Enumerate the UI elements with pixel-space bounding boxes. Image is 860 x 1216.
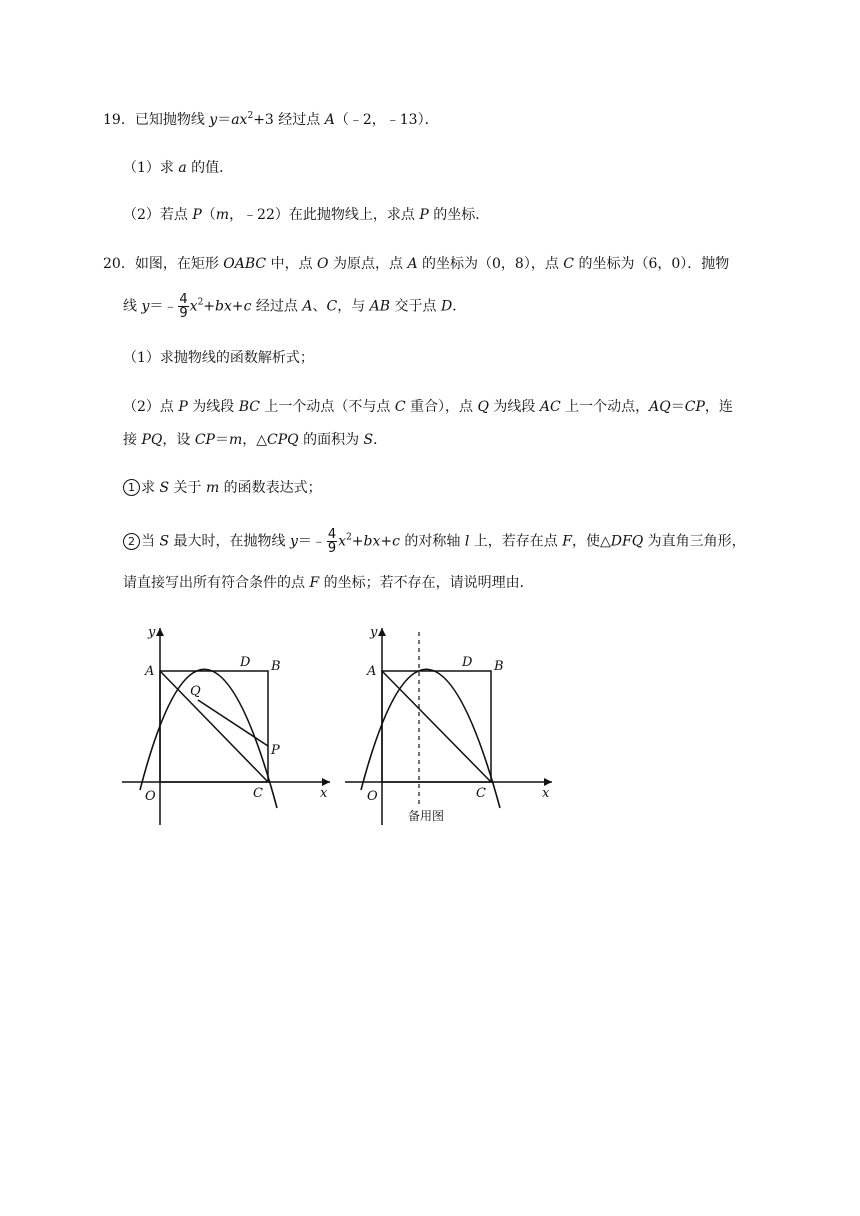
label-a-2: A	[367, 664, 377, 679]
q20-part2-line2: 接 PQ，设 CP＝m，△CPQ 的面积为 S．	[123, 432, 388, 448]
segment-ac-2	[382, 671, 491, 782]
circled-number-1: 1	[123, 479, 140, 496]
q20-part2-line1: （2）点 P 为线段 BC 上一个动点（不与点 C 重合），点 Q 为线段 AC 上一个动点，AQ＝CP，连	[123, 399, 733, 415]
label-x-2: x	[542, 786, 550, 801]
label-q: Q	[190, 684, 201, 699]
q20-part1: （1）求抛物线的函数解析式；	[123, 350, 314, 366]
fraction: $\frac{4}{9}$	[327, 527, 337, 556]
label-b: B	[271, 659, 281, 674]
q20-stem-line2: 线 y＝﹣ $\frac{4}{9}$ $x^2+bx+c$ 经过点 A、C，与 AB 交于点 D．	[123, 292, 467, 321]
segment-ac	[160, 671, 268, 782]
label-p: P	[271, 743, 280, 758]
q20-subpart1: 1 求 S 关于 m 的函数表达式；	[123, 478, 322, 498]
x-axis-arrow-icon-2	[544, 778, 552, 786]
q20-stem-line1: 20．如图，在矩形 OABC 中，点 O 为原点，点 A 的坐标为（0，8），点 C 的坐标为（6，0）．抛物	[103, 256, 730, 272]
x-axis-arrow-icon	[322, 778, 330, 786]
label-d-2: D	[462, 655, 473, 670]
q20-subpart2-line2: 请直接写出所有符合条件的点 F 的坐标；若不存在，请说明理由．	[123, 575, 534, 591]
label-c: C	[253, 786, 263, 801]
label-o: O	[145, 789, 156, 804]
label-y-2: y	[370, 625, 378, 640]
fraction: $\frac{4}{9}$	[179, 292, 188, 321]
circled-number-2: 2	[123, 533, 140, 550]
q19-stem: 19．已知抛物线 $y=ax^2+3$ 经过点 A（﹣2，﹣13）．	[103, 111, 439, 128]
q19-part2: （2）若点 P（m，﹣22）在此抛物线上，求点 P 的坐标．	[123, 207, 490, 223]
y-axis-arrow-icon-2	[378, 628, 386, 636]
label-o-2: O	[367, 789, 378, 804]
label-y: y	[148, 625, 156, 640]
label-x: x	[320, 786, 328, 801]
label-c-2: C	[476, 786, 486, 801]
label-a: A	[145, 664, 155, 679]
q20-subpart2-line1: 2 当 S 最大时，在抛物线 y＝﹣ $\frac{4}{9}$ $x^2+bx+c$ 的对称轴 l 上，若存在点 F，使△DFQ 为直角三角形，	[123, 528, 746, 555]
segment-pq	[198, 700, 268, 746]
q19-part1: （1）求 a 的值．	[123, 160, 234, 176]
label-b-2: B	[494, 659, 504, 674]
label-d: D	[240, 655, 251, 670]
y-axis-arrow-icon	[156, 628, 164, 636]
figure-caption: 备用图	[408, 809, 445, 823]
